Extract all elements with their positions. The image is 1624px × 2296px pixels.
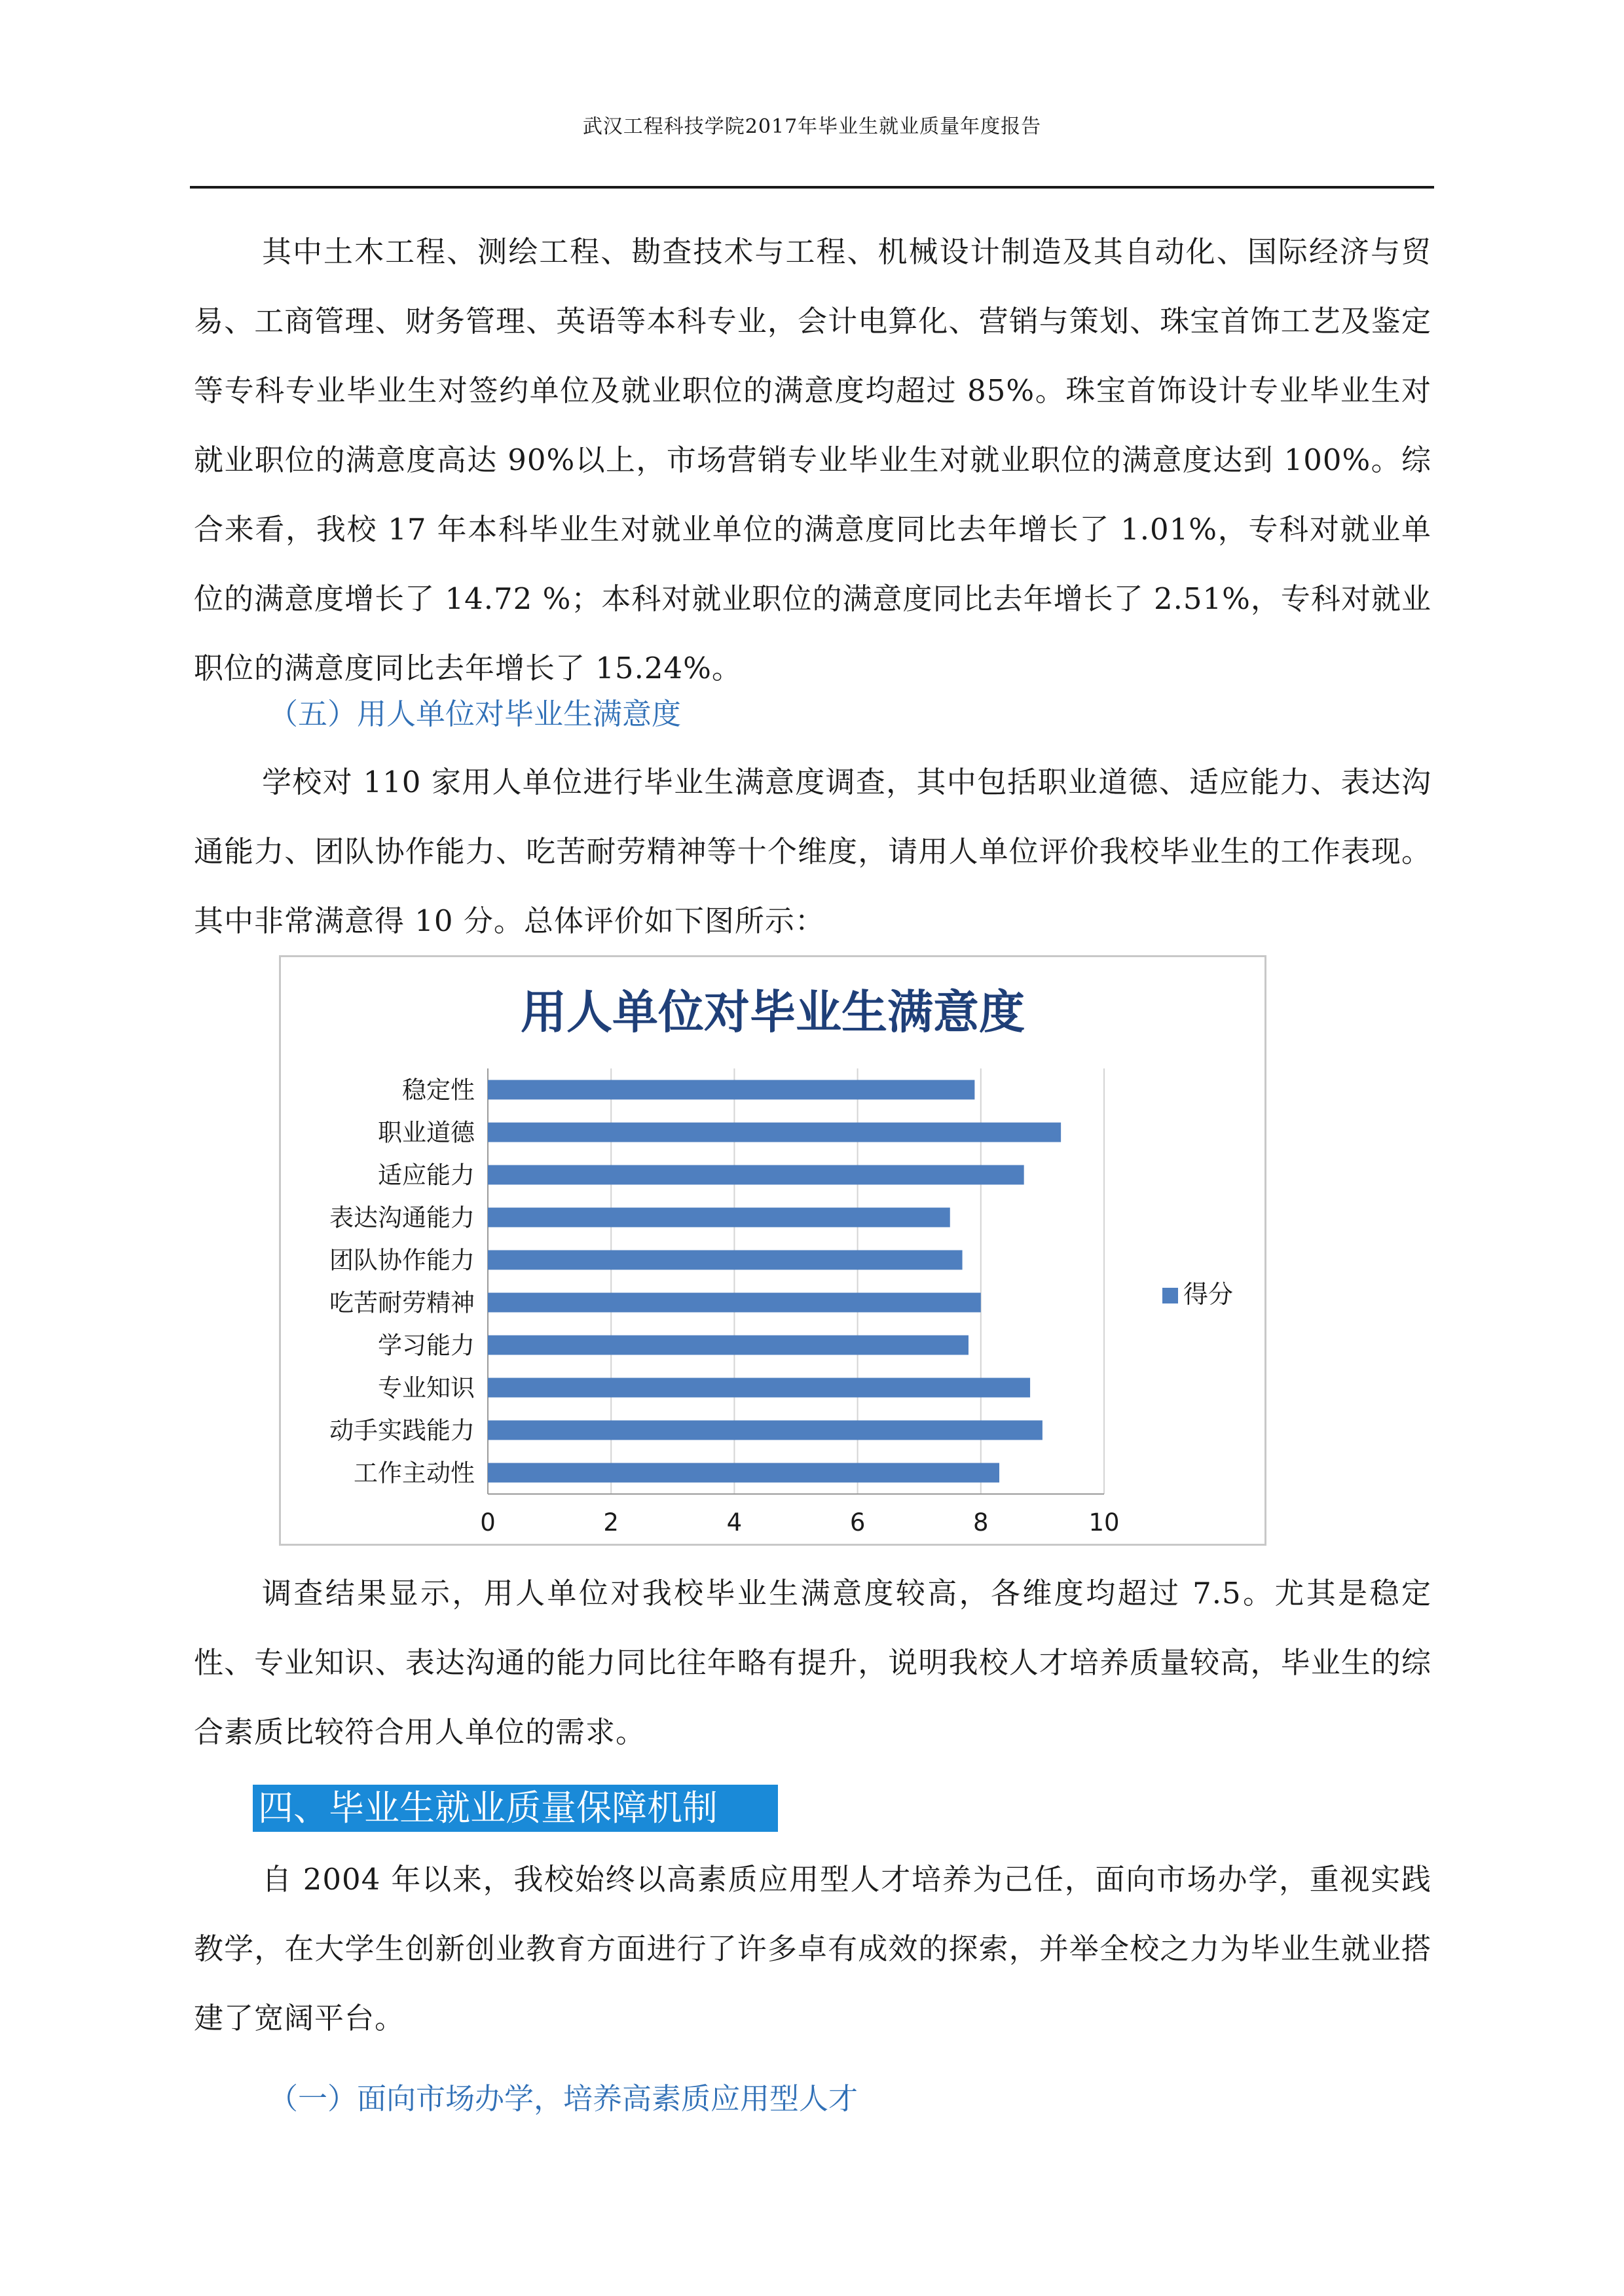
category-label-5: 团队协作能力 — [329, 1246, 475, 1275]
category-label-6: 吃苦耐劳精神 — [329, 1288, 475, 1317]
x-tick-10: 10 — [1088, 1508, 1120, 1537]
category-label-3: 适应能力 — [378, 1161, 475, 1190]
bar-6 — [488, 1293, 981, 1313]
bar-9 — [488, 1421, 1043, 1440]
bar-7 — [488, 1336, 969, 1355]
legend-swatch — [1162, 1288, 1178, 1303]
bar-4 — [488, 1208, 950, 1228]
x-tick-6: 6 — [849, 1508, 866, 1537]
paragraph-survey-result: 调查结果显示，用人单位对我校毕业生满意度较高，各维度均超过 7.5。尤其是稳定性、专业知识、表达沟通的能力同比往年略有提升，说明我校人才培养质量较高，毕业生的综合素质比较符合用人单位的需求。 — [194, 1576, 1431, 1749]
x-tick-2: 2 — [603, 1508, 619, 1537]
subheading-market-oriented: （一）面向市场办学，培养高素质应用型人才 — [268, 2081, 858, 2116]
category-label-4: 表达沟通能力 — [329, 1203, 475, 1232]
section-heading-quality-assurance: 四、毕业生就业质量保障机制 — [253, 1785, 778, 1832]
legend-label: 得分 — [1183, 1280, 1234, 1309]
bar-8 — [488, 1378, 1030, 1398]
category-label-9: 动手实践能力 — [329, 1416, 475, 1445]
chart-legend — [1162, 1280, 1233, 1309]
category-label-7: 学习能力 — [378, 1331, 475, 1360]
category-label-10: 工作主动性 — [354, 1459, 475, 1487]
bar-2 — [488, 1123, 1061, 1142]
x-tick-0: 0 — [480, 1508, 496, 1537]
chart-canvas — [281, 957, 1264, 1544]
bar-10 — [488, 1463, 999, 1483]
chart-x-tick-labels — [480, 1508, 1119, 1537]
page-header: 武汉工程科技学院2017年毕业生就业质量年度报告 — [582, 115, 1042, 138]
paragraph-survey-intro: 学校对 110 家用人单位进行毕业生满意度调查，其中包括职业道德、适应能力、表达沟通能力、团队协作能力、吃苦耐劳精神等十个维度，请用人单位评价我校毕业生的工作表现。其中非常满意得 10 分。总体评价如下图所示： — [194, 765, 1431, 938]
chart-title: 用人单位对毕业生满意度 — [521, 985, 1025, 1039]
header-rule — [190, 186, 1434, 189]
employer-satisfaction-chart — [279, 955, 1266, 1546]
x-tick-4: 4 — [726, 1508, 743, 1537]
x-tick-8: 8 — [973, 1508, 989, 1537]
category-label-2: 职业道德 — [378, 1118, 475, 1147]
bar-3 — [488, 1165, 1024, 1185]
category-label-1: 稳定性 — [402, 1076, 475, 1104]
chart-bars — [488, 1080, 1061, 1483]
paragraph-satisfaction-by-major: 其中土木工程、测绘工程、勘查技术与工程、机械设计制造及其自动化、国际经济与贸易、工商管理、财务管理、英语等本科专业，会计电算化、营销与策划、珠宝首饰工艺及鉴定等专科专业毕业生对签约单位及就业职位的满意度均超过 85%。珠宝首饰设计专业毕业生对就业职位的满意度高达 90%以上，市场营销专业毕业生对就业职位的满意度达到 100%。综合来看，我校 17 年本科毕业生对就业单位的满意度同比去年增长了 1.01%，专科对就业单位的满意度增长了 14.72 %；本科对就业职位的满意度同比去年增长了 2.51%，专科对就业职位的满意度同比去年增长了 15.24%。 — [194, 234, 1431, 685]
bar-5 — [488, 1250, 963, 1270]
category-label-8: 专业知识 — [378, 1374, 475, 1402]
paragraph-since-2004: 自 2004 年以来，我校始终以高素质应用型人才培养为己任，面向市场办学，重视实践教学，在大学生创新创业教育方面进行了许多卓有成效的探索，并举全校之力为毕业生就业搭建了宽阔平台。 — [194, 1862, 1431, 2035]
subheading-employer-satisfaction: （五）用人单位对毕业生满意度 — [268, 697, 682, 731]
chart-category-labels — [329, 1076, 475, 1487]
bar-1 — [488, 1080, 974, 1100]
